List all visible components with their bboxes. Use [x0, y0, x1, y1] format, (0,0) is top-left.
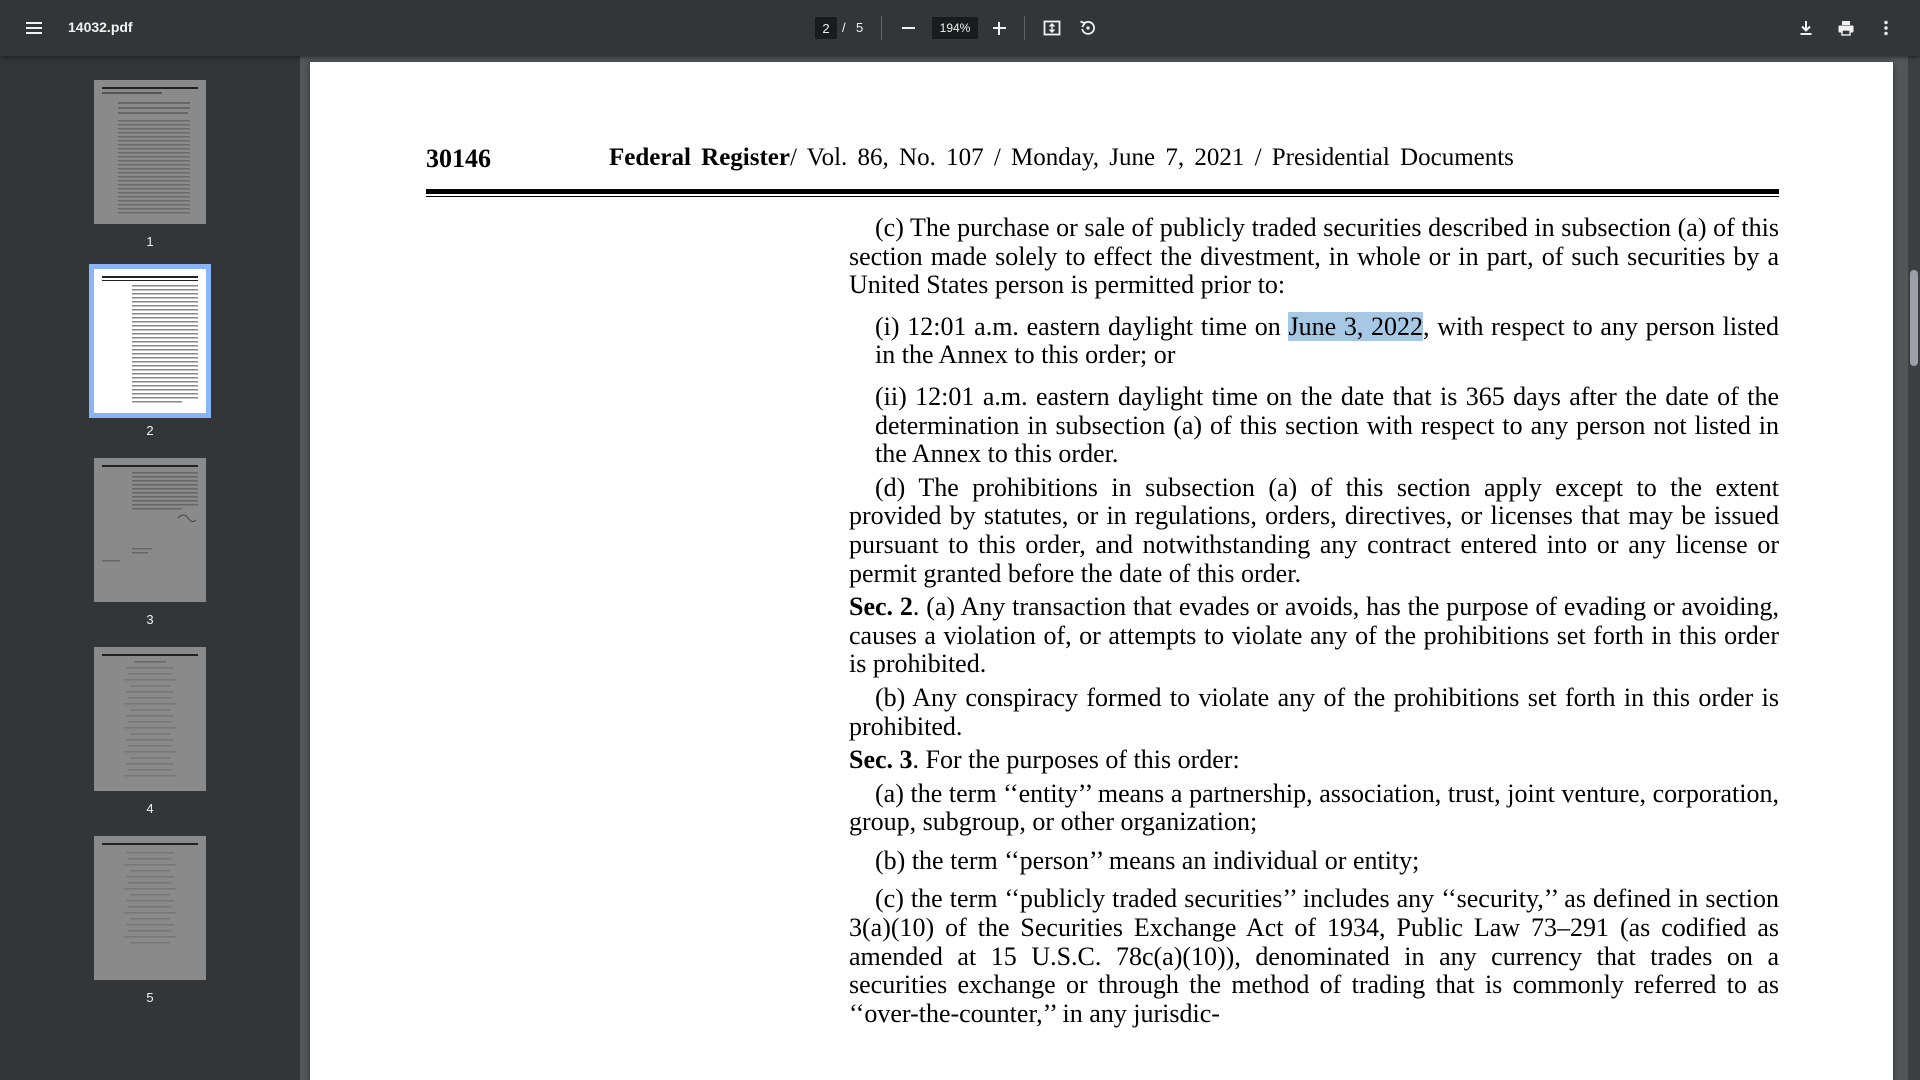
paragraph-1c: (c) The purchase or sale of publicly traded securities described in subsection (a) of this section made solely to effect the divestment, in whole or in part, of such securities by a United States person is permitted prior to: [849, 213, 1779, 300]
paragraph-1c-ii: (ii) 12:01 a.m. eastern daylight time on the date that is 365 days after the date of the determination in subsection (a) of this section with respect to any person not listed in the Annex to this order. [875, 381, 1779, 469]
section-label: Sec. 2 [849, 592, 913, 622]
toolbar-divider [881, 16, 882, 40]
paragraph-1c-i [849, 313, 1779, 370]
fit-to-page-icon [1042, 18, 1062, 38]
thumbnail-label: 4 [146, 801, 154, 816]
section-2b: (b) Any conspiracy formed to violate any of the prohibitions set forth in this order is prohibited. [849, 682, 1779, 741]
section-3a: (a) the term ‘‘entity’’ means a partnership, association, trust, joint venture, corporation, group, subgroup, or other organization; [849, 778, 1779, 837]
hamburger-menu-icon[interactable] [18, 12, 50, 44]
section-text: . For the purposes of this order: [912, 745, 1240, 775]
paragraph-1d: (d) The prohibitions in subsection (a) of this section apply except to the extent provided by statutes, or in regulations, orders, directives, or licenses that may be issued pursuant to this order, and notwithstanding any contract entered into or any license or permit granted before the date of this order. [849, 472, 1779, 588]
fit-to-page-button[interactable] [1036, 12, 1068, 44]
toolbar [0, 0, 1920, 56]
header-citation [609, 144, 1514, 172]
text-segment: (i) 12:01 a.m. eastern daylight time on [875, 311, 1289, 341]
scrollbar-thumb[interactable] [1910, 270, 1918, 366]
thumbnail-label: 5 [146, 990, 154, 1005]
section-3 [849, 746, 1779, 775]
thumbnail-image [94, 80, 206, 224]
zoom-in-button[interactable] [985, 14, 1013, 42]
more-options-button[interactable] [1870, 12, 1902, 44]
vertical-scrollbar[interactable] [1908, 56, 1920, 1080]
print-icon [1836, 18, 1856, 38]
thumbnail-label: 3 [146, 612, 154, 627]
section-3c: (c) the term ‘‘publicly traded securities’’ includes any ‘‘security,’’ as defined in section 3(a)(10) of the Securities Exchange Act of 1934, Public Law 73–291 (as codified as amended at 15 U.S.C. 78c(a)(10)), denominated in any currency that trades on a securities exchange or through the method of trading that is commonly referred to as ‘‘over-the-counter,’’ in any jurisdic- [849, 884, 1779, 1028]
more-vert-icon [1876, 18, 1896, 38]
thumbnail-label: 1 [146, 234, 154, 249]
zoom-level-input[interactable] [932, 17, 978, 39]
thumbnail-sidebar [0, 56, 300, 1080]
header-federal-register: Federal Register [609, 144, 791, 171]
page-header [426, 144, 1779, 178]
section-text: . (a) Any transaction that evades or avoids, has the purpose of evading or avoiding, causes a violation of, or attempts to violate any of the prohibitions set forth in this order is prohibited. [849, 592, 1779, 679]
page-separator: / [842, 20, 846, 35]
document-viewport[interactable] [300, 56, 1920, 1080]
minus-icon [902, 27, 915, 29]
header-volume: / Vol. 86, No. 107 / Monday, June 7, 2021 / Presidential Documents [790, 144, 1514, 171]
text-segment: , with respect to any person listed in the Annex to this order; or [875, 311, 1779, 370]
download-icon [1796, 18, 1816, 38]
section-2a [849, 593, 1779, 679]
document-body [849, 214, 1779, 1028]
zoom-out-button[interactable] [894, 14, 922, 42]
pdf-page [310, 62, 1893, 1080]
print-button[interactable] [1830, 12, 1862, 44]
section-3b: (b) the term ‘‘person’’ means an individual or entity; [875, 845, 1420, 875]
thumbnail-label: 2 [146, 423, 154, 438]
page-number: 30146 [426, 144, 491, 173]
plus-icon [993, 22, 1006, 35]
download-button[interactable] [1790, 12, 1822, 44]
section-label: Sec. 3 [849, 745, 913, 775]
header-rule-thin [426, 196, 1779, 197]
file-title: 14032.pdf [68, 19, 133, 35]
page-total: 5 [856, 20, 864, 35]
rotate-counterclockwise-icon [1078, 18, 1098, 38]
page-number-input[interactable] [815, 17, 837, 39]
rotate-button[interactable] [1072, 12, 1104, 44]
thumbnail-image [94, 836, 206, 980]
header-rule [426, 189, 1779, 194]
thumbnail-image [94, 647, 206, 791]
thumbnail-image [94, 458, 206, 602]
toolbar-divider [1024, 16, 1025, 40]
selected-text-highlight[interactable]: June 3, 2022 [1288, 311, 1424, 341]
thumbnail-image-active [94, 269, 206, 413]
